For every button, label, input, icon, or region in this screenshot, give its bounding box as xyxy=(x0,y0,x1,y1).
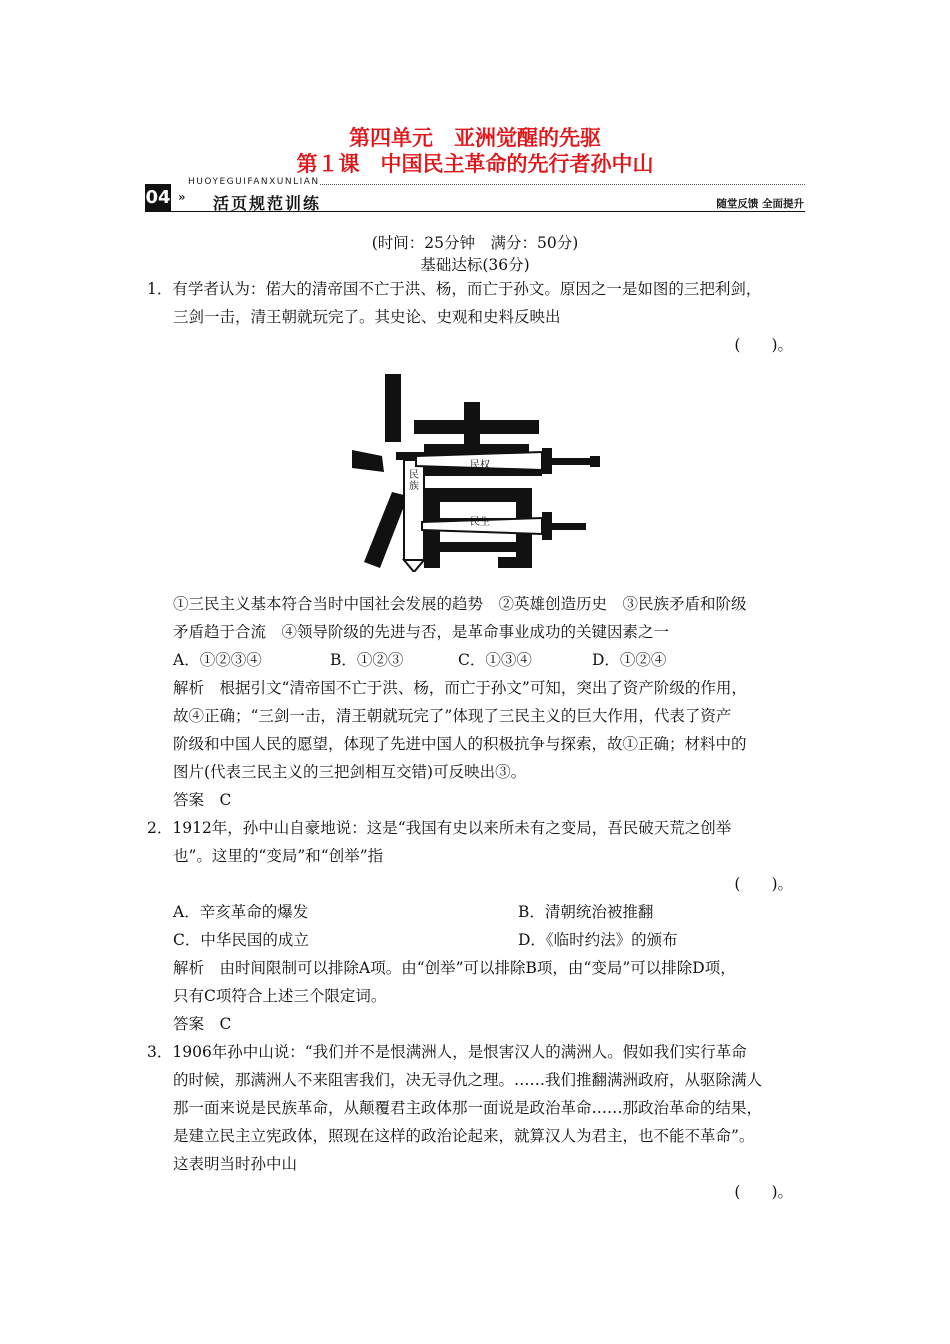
sword-label-minquan: 民权 xyxy=(470,460,490,471)
q3-answer-blank: ( )。 xyxy=(734,1183,793,1201)
q2-option-c: C．中华民国的成立 xyxy=(173,931,309,949)
q1-stem-line1: 1．有学者认为：偌大的清帝国不亡于洪、杨，而亡于孙文。原因之一是如图的三把利剑， xyxy=(147,280,762,298)
banner-label: 活页规范训练 xyxy=(213,194,322,213)
q3-stem-line2: 的时候，那满洲人不来阻害我们，决无寻仇之理。……我们推翻满洲政府，从驱除满人 xyxy=(173,1071,763,1089)
q1-answer: 答案 C xyxy=(173,791,232,809)
q2-answer: 答案 C xyxy=(173,1015,232,1033)
q2-option-a: A．辛亥革命的爆发 xyxy=(173,903,309,921)
q2-analysis-line1: 解析 由时间限制可以排除A项。由“创举”可以排除B项，由“变局”可以排除D项， xyxy=(173,959,736,977)
q2-stem-line1: 2．1912年，孙中山自豪地说：这是“我国有史以来所未有之变局，吾民破天荒之创举 xyxy=(147,819,732,837)
unit-title: 第四单元 亚洲觉醒的先驱 xyxy=(349,126,601,150)
section-heading: 基础达标(36分) xyxy=(420,256,530,274)
banner-slogan: 随堂反馈 全面提升 xyxy=(716,198,804,210)
sword-label-minsheng: 民生 xyxy=(470,517,490,528)
time-info: (时间：25分钟 满分：50分) xyxy=(371,234,579,252)
q1-option-a: A．①②③④ xyxy=(173,651,262,669)
q2-answer-blank: ( )。 xyxy=(734,875,793,893)
q1-statement-line1: ①三民主义基本符合当时中国社会发展的趋势 ②英雄创造历史 ③民族矛盾和阶级 xyxy=(173,595,747,613)
three-swords-figure xyxy=(352,372,602,572)
q1-option-c: C．①③④ xyxy=(458,651,532,669)
q1-analysis-line1: 解析 根据引文“清帝国不亡于洪、杨，而亡于孙文”可知，突出了资产阶级的作用， xyxy=(173,679,747,697)
q1-analysis-line2: 故④正确；“三剑一击，清王朝就玩完了”体现了三民主义的巨大作用，代表了资产 xyxy=(173,707,732,725)
sword-label-minzu: 民族 xyxy=(409,470,419,492)
q3-stem-line1: 3．1906年孙中山说：“我们并不是恨满洲人，是恨害汉人的满洲人。假如我们实行革命 xyxy=(147,1043,747,1061)
q3-stem-line3: 那一面来说是民族革命，从颠覆君主政体那一面说是政治革命……那政治革命的结果， xyxy=(173,1099,763,1117)
sword-minsheng xyxy=(422,512,586,540)
q1-option-b: B．①②③ xyxy=(330,651,404,669)
banner-pinyin: HUOYEGUIFANXUNLIAN xyxy=(188,177,320,187)
banner-divider xyxy=(145,211,805,212)
q2-analysis-line2: 只有C项符合上述三个限定词。 xyxy=(173,987,387,1005)
q1-answer-blank: ( )。 xyxy=(734,336,793,354)
lesson-title: 第１课 中国民主革命的先行者孙中山 xyxy=(296,152,654,176)
q1-statement-line2: 矛盾趋于合流 ④领导阶级的先进与否，是革命事业成功的关键因素之一 xyxy=(173,623,670,641)
q1-analysis-line4: 图片(代表三民主义的三把剑相互交错)可反映出③。 xyxy=(173,763,527,781)
q2-stem-line2: 也”。这里的“变局”和“创举”指 xyxy=(173,847,384,865)
banner-divider-dotted xyxy=(320,184,805,185)
q3-stem-line4: 是建立民主立宪政体，照现在这样的政治论起来，就算汉人为君主，也不能不革命”。 xyxy=(173,1127,755,1145)
chevron-icon: » xyxy=(178,190,186,204)
q2-option-d: D．《临时约法》的颁布 xyxy=(518,931,678,949)
q3-stem-line5: 这表明当时孙中山 xyxy=(173,1155,298,1173)
q2-option-b: B．清朝统治被推翻 xyxy=(518,903,654,921)
q1-analysis-line3: 阶级和中国人民的愿望，体现了先进中国人的积极抗争与探索，故①正确；材料中的 xyxy=(173,735,747,753)
q1-stem-line2: 三剑一击，清王朝就玩完了。其史论、史观和史料反映出 xyxy=(173,308,561,326)
q1-option-d: D．①②④ xyxy=(592,651,667,669)
banner-number: 04 xyxy=(145,184,171,212)
